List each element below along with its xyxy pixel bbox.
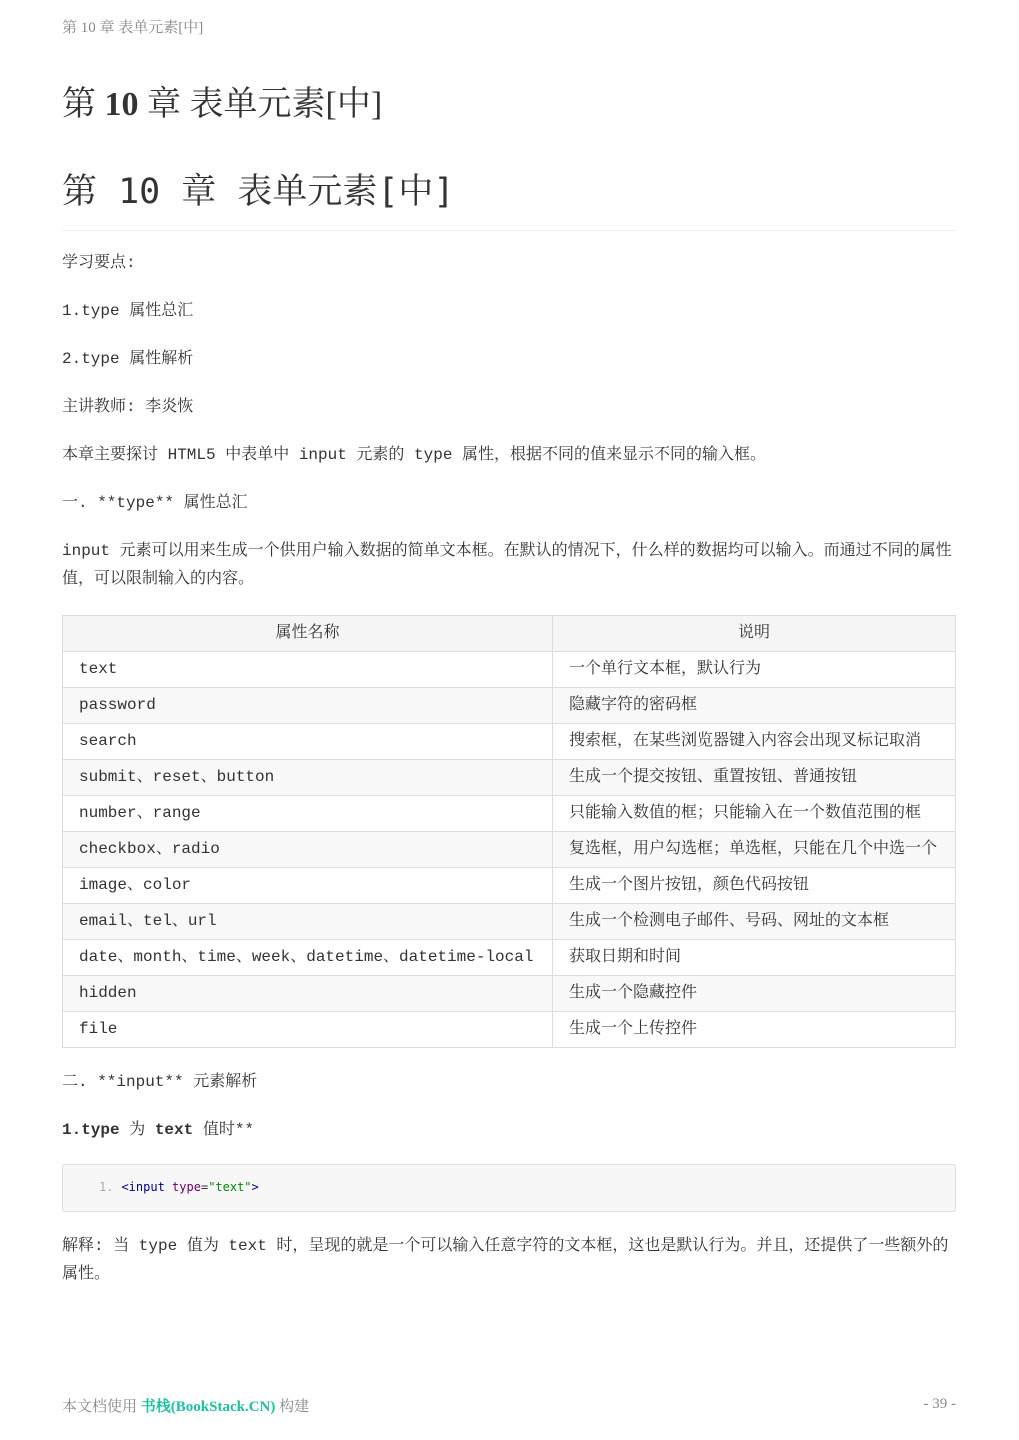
table-row (63, 868, 956, 904)
attr-name-cell: number、range (63, 796, 553, 832)
subsection-part: 为 (119, 1121, 155, 1139)
table-row (63, 796, 956, 832)
table-row (63, 688, 956, 724)
table-row (63, 724, 956, 760)
title-prefix: 第 (62, 86, 105, 123)
type-attributes-table (62, 615, 956, 1048)
table-header-row (63, 616, 956, 652)
attr-desc-cell: 一个单行文本框，默认行为 (553, 652, 956, 688)
code-tag-close: > (251, 1180, 259, 1194)
attr-desc-cell: 隐藏字符的密码框 (553, 688, 956, 724)
subsection-heading (62, 1116, 956, 1144)
attr-desc-cell: 生成一个图片按钮，颜色代码按钮 (553, 868, 956, 904)
attr-name-cell: email、tel、url (63, 904, 553, 940)
table-row (63, 976, 956, 1012)
code-tag-open: <input (121, 1180, 165, 1194)
section1-heading: 一. **type** 属性总汇 (62, 494, 248, 512)
subsection-part: text (154, 1121, 194, 1139)
footer-suffix: 构建 (275, 1399, 310, 1415)
explanation-paragraph: 解释: 当 type 值为 text 时，呈现的就是一个可以输入任意字符的文本框，这也是默认行为。并且，还提供了一些额外的属性。 (62, 1237, 949, 1283)
attr-name-cell: image、color (63, 868, 553, 904)
attr-desc-cell: 搜索框，在某些浏览器键入内容会出现叉标记取消 (553, 724, 956, 760)
key-point-2: 2.type 属性解析 (62, 350, 194, 368)
attr-name-cell: file (63, 1012, 553, 1048)
attr-desc-cell: 只能输入数值的框；只能输入在一个数值范围的框 (553, 796, 956, 832)
attr-desc-cell: 生成一个隐藏控件 (553, 976, 956, 1012)
title-suffix: 章 表单元素[中] (138, 86, 383, 123)
attr-name-cell: date、month、time、week、datetime、datetime-local (63, 940, 553, 976)
title-number: 10 (104, 86, 139, 123)
section2-heading: 二. **input** 元素解析 (62, 1073, 258, 1091)
attr-desc-cell: 获取日期和时间 (553, 940, 956, 976)
chapter-title-serif (62, 76, 382, 125)
page-number: - 39 - (923, 1396, 956, 1412)
code-attr-value: "text" (208, 1180, 252, 1194)
chapter-heading: 第 10 章 表单元素[中] (62, 168, 956, 231)
table-row (63, 940, 956, 976)
attr-desc-cell: 生成一个检测电子邮件、号码、网址的文本框 (553, 904, 956, 940)
table-row (63, 832, 956, 868)
table-row (63, 1012, 956, 1048)
section1-paragraph: input 元素可以用来生成一个供用户输入数据的简单文本框。在默认的情况下，什么样的数据均可以输入。而通过不同的属性值，可以限制输入的内容。 (62, 542, 952, 588)
running-header: 第 10 章 表单元素[中] (62, 20, 204, 36)
attr-desc-cell: 生成一个上传控件 (553, 1012, 956, 1048)
table-row (63, 760, 956, 796)
attr-name-cell: hidden (63, 976, 553, 1012)
teacher-line: 主讲教师: 李炎恢 (62, 398, 194, 416)
table-row (63, 904, 956, 940)
attr-desc-cell: 复选框，用户勾选框；单选框，只能在几个中选一个 (553, 832, 956, 868)
attr-name-cell: text (63, 652, 553, 688)
table-row (63, 652, 956, 688)
footer-prefix: 本文档使用 (62, 1399, 141, 1415)
attr-desc-cell: 生成一个提交按钮、重置按钮、普通按钮 (553, 760, 956, 796)
code-line-number: 1. (99, 1180, 114, 1194)
footer-brand-link[interactable]: 书栈(BookStack.CN) (140, 1399, 276, 1415)
key-points-label: 学习要点: (62, 254, 136, 272)
key-point-1: 1.type 属性总汇 (62, 302, 194, 320)
attr-name-cell: password (63, 688, 553, 724)
footer-credit (62, 1395, 309, 1416)
column-header-description: 说明 (553, 616, 956, 652)
main-content (62, 168, 956, 1288)
subsection-part: 1.type (62, 1121, 120, 1139)
attr-name-cell: submit、reset、button (63, 760, 553, 796)
code-attr-name: type (172, 1180, 201, 1194)
attr-name-cell: search (63, 724, 553, 760)
code-block (62, 1164, 956, 1212)
intro-paragraph: 本章主要探讨 HTML5 中表单中 input 元素的 type 属性，根据不同的值来显示不同的输入框。 (62, 446, 767, 464)
column-header-name: 属性名称 (63, 616, 553, 652)
code-equals: = (200, 1180, 209, 1194)
subsection-part: 值时** (193, 1121, 255, 1139)
attr-name-cell: checkbox、radio (63, 832, 553, 868)
